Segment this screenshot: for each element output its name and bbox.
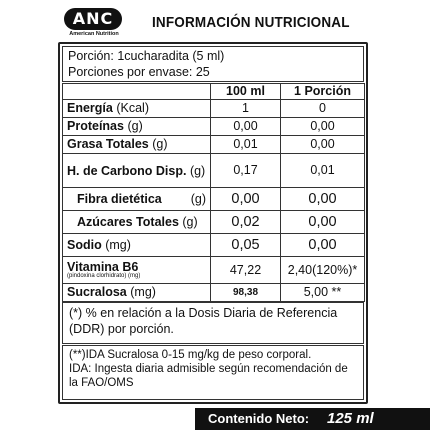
header-portion: 1 Porción — [281, 84, 365, 100]
nutrient-unit: (g) — [152, 137, 168, 151]
net-content-label: Contenido Neto: — [208, 411, 310, 426]
servings-per-container: Porciones por envase: 25 — [68, 65, 210, 79]
table-row — [63, 284, 365, 302]
header-blank — [63, 84, 211, 100]
nutrient-name: Sucralosa — [67, 285, 127, 299]
page-title: INFORMACIÓN NUTRICIONAL — [152, 14, 350, 31]
value-100ml: 0,00 — [211, 188, 281, 211]
serving-info — [62, 46, 364, 82]
nutrient-unit: (Kcal) — [116, 101, 149, 115]
value-100ml: 1 — [211, 100, 281, 118]
nutrient-name: Fibra dietética — [77, 191, 162, 206]
nutrient-unit: (g) — [190, 191, 206, 206]
ida-note-line1: (**)IDA Sucralosa 0-15 mg/kg de peso corporal. — [69, 349, 312, 361]
table-header-row — [63, 84, 365, 100]
value-portion: 0,00 — [281, 118, 365, 136]
nutrition-table — [62, 83, 365, 302]
value-portion: 0,00 — [281, 188, 365, 211]
logo-mark: ANC — [64, 8, 122, 30]
ddr-note: (*) % en relación a la Dosis Diaria de Referencia (DDR) por porción. — [62, 302, 364, 344]
value-portion: 0,00 — [281, 211, 365, 234]
nutrient-name: Grasa Totales — [67, 137, 149, 151]
nutrient-unit: (pindoxina clorhidrato) (mg) — [67, 273, 141, 279]
header-100ml: 100 ml — [211, 84, 281, 100]
value-100ml: 47,22 — [211, 257, 281, 284]
value-100ml: 0,05 — [211, 234, 281, 257]
value-100ml: 98,38 — [211, 284, 281, 302]
nutrient-name: Azúcares Totales — [77, 214, 179, 229]
nutrient-name: Sodio — [67, 237, 102, 252]
table-row — [63, 188, 365, 211]
table-row — [63, 257, 365, 284]
value-portion: 0,00 — [281, 234, 365, 257]
ida-note — [62, 345, 364, 400]
table-row — [63, 154, 365, 188]
table-row — [63, 211, 365, 234]
ida-note-line2: IDA: Ingesta diaria admisible según recomendación de la FAO/OMS — [69, 363, 348, 389]
value-portion: 2,40(120%)* — [281, 257, 365, 284]
logo-subtext: American Nutrition — [69, 31, 119, 37]
net-content-amount: 125 ml — [327, 410, 374, 427]
value-100ml: 0,00 — [211, 118, 281, 136]
value-100ml: 0,01 — [211, 136, 281, 154]
value-portion: 0 — [281, 100, 365, 118]
brand-logo — [64, 8, 122, 38]
nutrient-unit: (mg) — [130, 285, 156, 299]
nutrient-unit: (g) — [189, 163, 206, 178]
table-row — [63, 118, 365, 136]
nutrient-unit: (mg) — [105, 237, 131, 252]
serving-size: Porción: 1cucharadita (5 ml) — [68, 49, 225, 63]
table-row — [63, 136, 365, 154]
nutrient-unit: (g) — [182, 214, 198, 229]
nutrient-name: H. de Carbono Disp. — [67, 163, 187, 178]
net-content-banner — [195, 408, 430, 430]
value-100ml: 0,02 — [211, 211, 281, 234]
nutrient-name: Proteínas — [67, 119, 124, 133]
nutrient-name: Energía — [67, 101, 113, 115]
value-portion: 5,00 ** — [281, 284, 365, 302]
nutrient-name: Vitamina B6 — [67, 260, 139, 274]
value-portion: 0,00 — [281, 136, 365, 154]
table-row — [63, 234, 365, 257]
value-100ml: 0,17 — [211, 154, 281, 188]
nutrient-unit: (g) — [127, 119, 143, 133]
table-row — [63, 100, 365, 118]
value-portion: 0,01 — [281, 154, 365, 188]
